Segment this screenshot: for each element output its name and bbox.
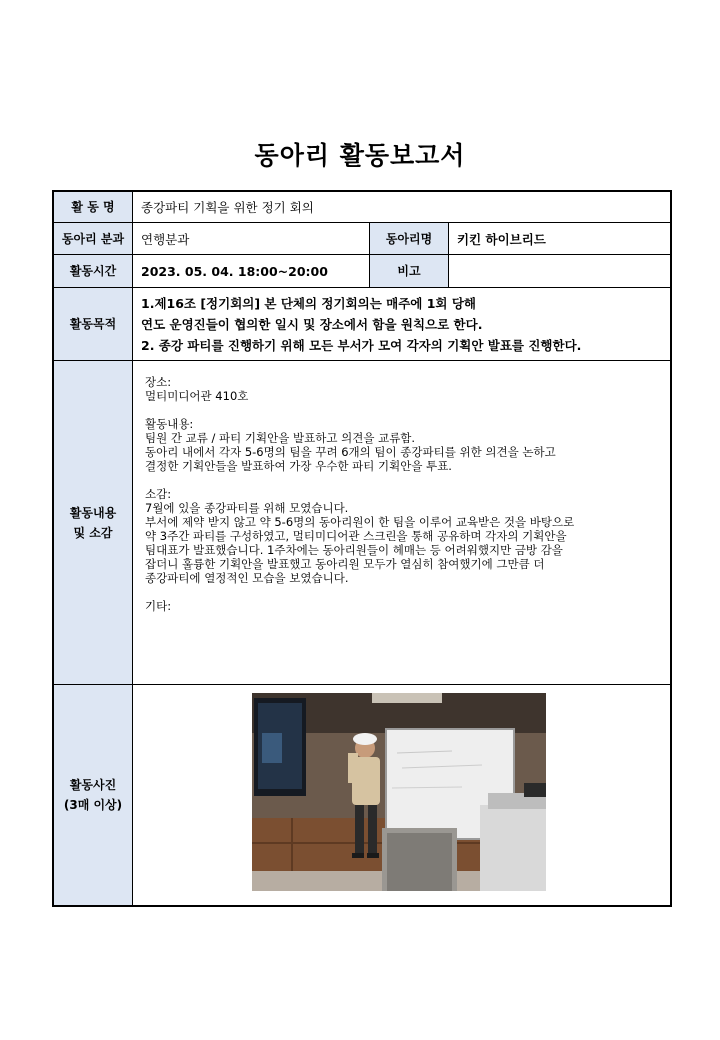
activity-time-value: 2023. 05. 04. 18:00~20:00 [132,254,370,288]
purpose-line-3: 2. 종강 파티를 진행하기 위해 모든 부서가 모여 각자의 기획안 발표를 진행한다. [141,338,582,353]
document-title: 동아리 활동보고서 [254,141,466,170]
activity-content-text: 장소: 멀티미디어관 410호 활동내용: 팀원 간 교류 / 파티 기획안을 발표하고 의견을 교류함. 동아리 내에서 각자 5-6명의 팀을 꾸려 6개의 팀이 종강파티를 위한 의견을 논하고 결정한 기획안들을 발표하여 가장 우수한 파티 기획안을 투표. 소감: 7월에 있을 종강파티를 위해 모였습니다. 부서에 제약 받지 않고 약 5-6명의 동아리원이 한 팀을 이루어 교육받은 것을 바탕으로 약 3주간 파티를 구성하였고, 멀티미디어관 스크린을 통해 공유하며 각자의 기획안을 팀대표가 발표했습니다. 1주차에는 동아리원들이 헤매는 등 어려워했지만 금방 감을 잡더니 훌륭한 기획안을 발표했고 동아리원 모두가 열심히 참여했기에 그만큼 더 종강파티에 열정적인 모습을 보였습니다. 기타: [132,360,671,685]
club-division-label: 동아리 분과 [53,222,133,255]
activity-content-label [53,360,133,685]
activity-photo [252,693,546,891]
activity-name-value: 종강파티 기획을 위한 정기 회의 [132,191,671,223]
note-label: 비고 [369,254,449,288]
photo-label-line-2: (3매 이상) [63,798,123,812]
content-label-line-2: 및 소감 [73,525,113,540]
activity-photo-label [53,684,133,906]
activity-name-label: 활 동 명 [53,191,133,223]
photo-label-line-1: 활동사진 [69,778,117,792]
purpose-line-2: 연도 운영진들이 협의한 일시 및 장소에서 함을 원칙으로 한다. [141,317,483,332]
activity-time-label: 활동시간 [53,254,133,288]
activity-purpose-value [132,287,671,361]
purpose-line-1: 1.제16조 [정기회의] 본 단체의 정기회의는 매주에 1회 당해 [141,296,477,311]
club-name-label: 동아리명 [369,222,449,255]
club-name-value: 키킨 하이브리드 [448,222,671,255]
activity-purpose-label: 활동목적 [53,287,133,361]
content-label-line-1: 활동내용 [69,505,117,520]
club-division-value: 연행분과 [132,222,370,255]
note-value [448,254,671,288]
